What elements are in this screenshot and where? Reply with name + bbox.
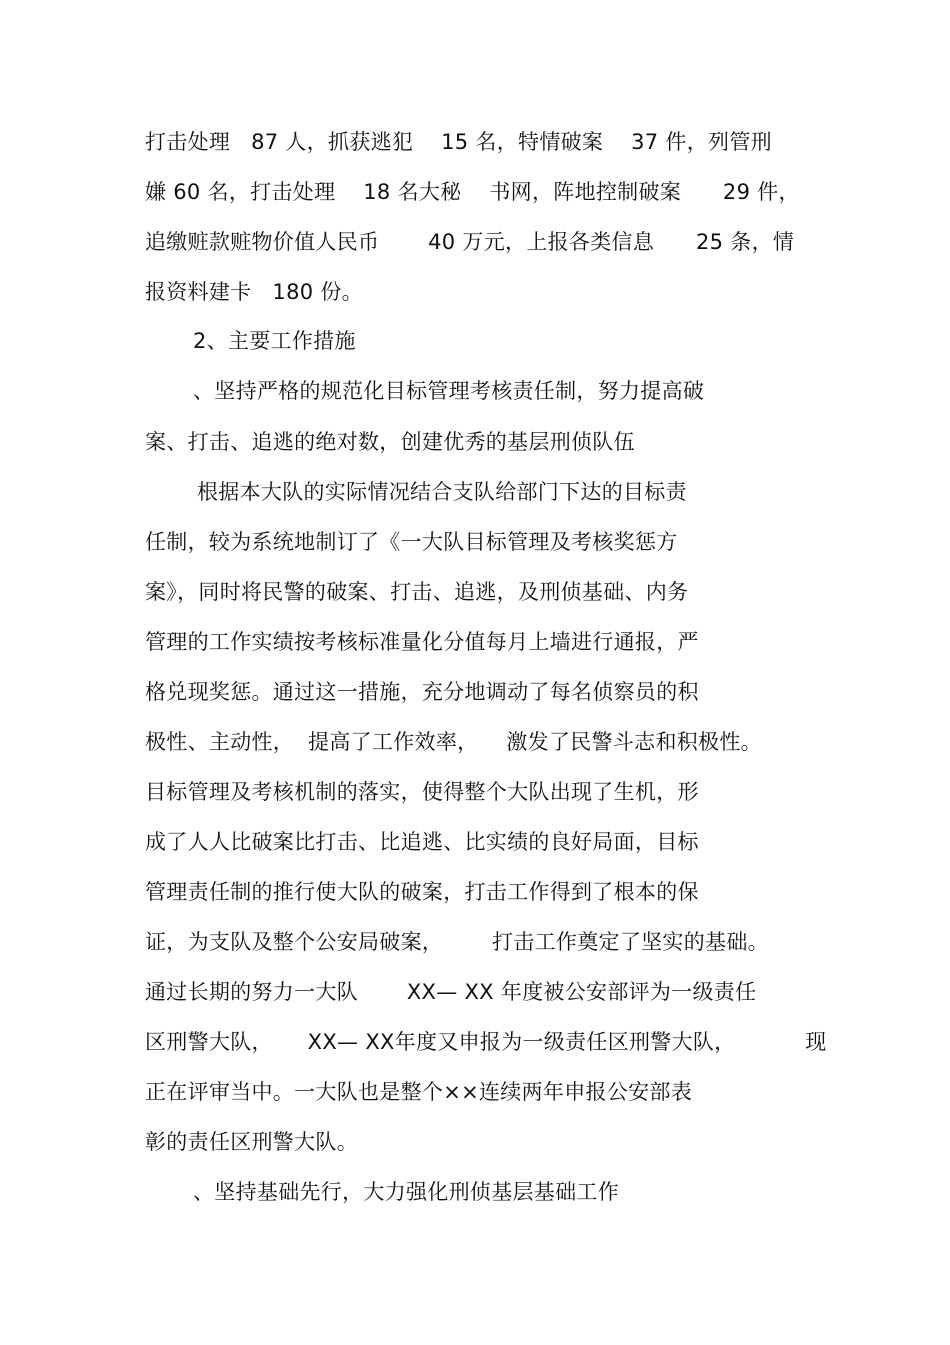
text-line-13: 极性、主动性， 提高了工作效率， 激发了民警斗志和积极性。 (145, 730, 762, 754)
text-line-21: 彰的责任区刑警大队。 (145, 1130, 358, 1154)
subheading-line-2: 案、打击、追逃的绝对数，创建优秀的基层刑侦队伍 (145, 430, 635, 454)
text-line-20: 正在评审当中。一大队也是整个××连续两年申报公安部表 (145, 1080, 692, 1104)
text-line-11: 管理的工作实绩按考核标准量化分值每月上墙进行通报，严 (145, 630, 699, 654)
subheading-line-3: 、坚持基础先行，大力强化刑侦基层基础工作 (193, 1180, 619, 1204)
text-line-10: 案》，同时将民警的破案、打击、追逃，及刑侦基础、内务 (145, 580, 689, 604)
text-line-15: 成了人人比破案比打击、比追逃、比实绩的良好局面，目标 (145, 830, 699, 854)
section-heading: 2、主要工作措施 (193, 329, 356, 353)
text-line-19: 区刑警大队， XX— XX年度又申报为一级责任区刑警大队， 现 (145, 1030, 827, 1054)
text-line-4: 报资料建卡 180 份。 (145, 280, 363, 304)
text-line-2: 嫌 60 名，打击处理 18 名大秘 书网，阵地控制破案 29 件， (145, 180, 800, 204)
text-line-8: 根据本大队的实际情况结合支队给部门下达的目标责 (197, 480, 687, 504)
subheading-line-1: 、坚持严格的规范化目标管理考核责任制，努力提高破 (193, 379, 705, 403)
text-line-12: 格兑现奖惩。通过这一措施，充分地调动了每名侦察员的积 (145, 680, 699, 704)
text-line-14: 目标管理及考核机制的落实，使得整个大队出现了生机，形 (145, 780, 699, 804)
text-line-18: 通过长期的努力一大队 XX— XX 年度被公安部评为一级责任 (145, 980, 757, 1004)
text-line-3: 追缴赃款赃物价值人民币 40 万元，上报各类信息 25 条，情 (145, 230, 795, 254)
text-line-16: 管理责任制的推行使大队的破案，打击工作得到了根本的保 (145, 880, 699, 904)
text-line-17: 证，为支队及整个公安局破案， 打击工作奠定了坚实的基础。 (145, 930, 769, 954)
text-line-1: 打击处理 87 人，抓获逃犯 15 名，特情破案 37 件，列管刑 (145, 130, 772, 154)
text-line-9: 任制，较为系统地制订了《一大队目标管理及考核奖惩方 (145, 530, 678, 554)
